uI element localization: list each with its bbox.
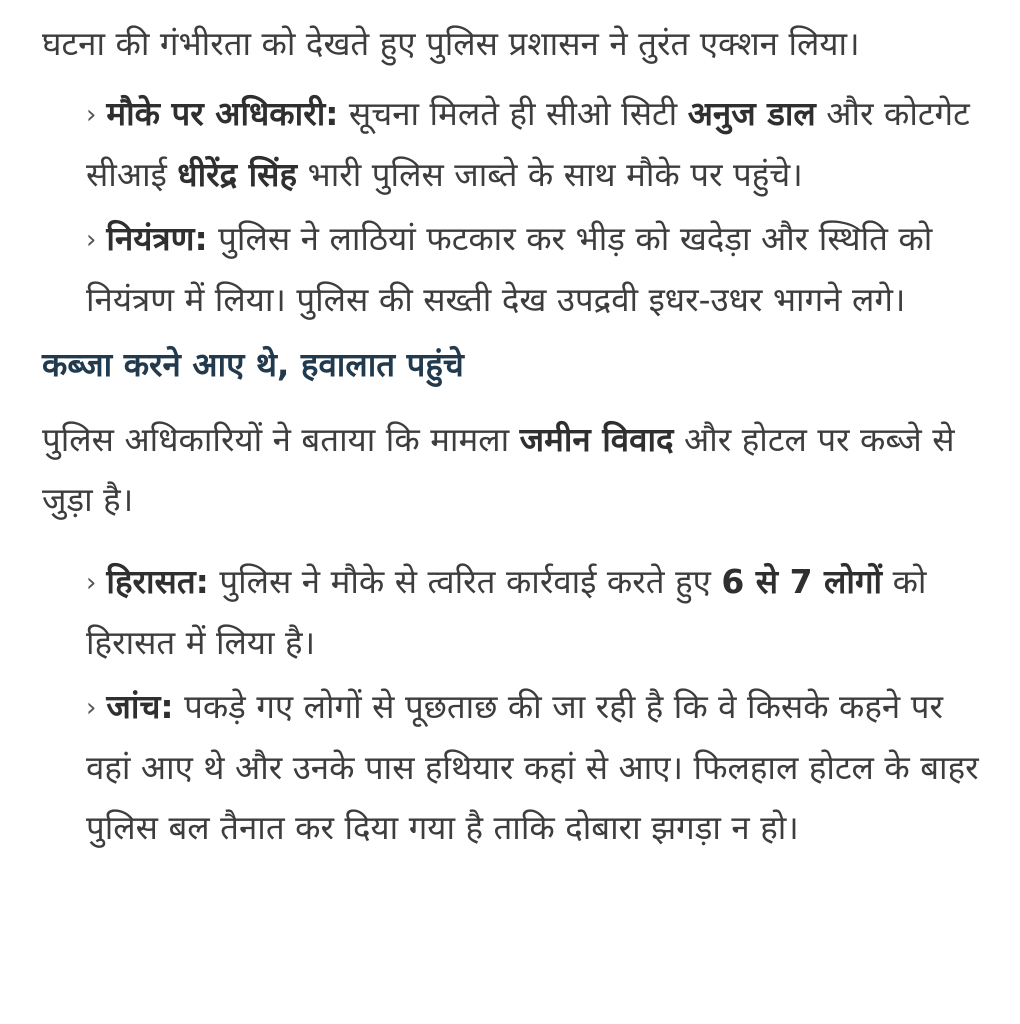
bullet-list-action bbox=[42, 552, 992, 858]
bullet-text: पुलिस ने लाठियां फटकार कर भीड़ को खदेड़ा और स्थिति को नियंत्रण में लिया। पुलिस की सख्ती देख उपद्रवी इधर-उधर भागने लगे। bbox=[86, 219, 933, 319]
paragraph-text: और होटल पर कब्जे से जुड़ा है। bbox=[42, 420, 955, 519]
list-item-officials bbox=[86, 84, 992, 205]
list-item-custody bbox=[86, 552, 992, 673]
emphasis-text: जमीन विवाद bbox=[519, 420, 674, 459]
intro-text: घटना की गंभीरता को देखते हुए पुलिस प्रशासन ने तुरंत एक्शन लिया। bbox=[42, 24, 860, 63]
bullet-label: नियंत्रण: bbox=[106, 219, 208, 258]
officer-name: अनुज डाल bbox=[687, 94, 816, 133]
bullet-text: और कोटगेट सीआई bbox=[86, 94, 970, 194]
emphasis-text: 6 से 7 लोगों bbox=[721, 562, 883, 601]
bullet-label: जांच: bbox=[106, 687, 174, 726]
chevron-right-icon: › bbox=[86, 100, 97, 130]
article-body bbox=[42, 14, 992, 858]
bullet-label: मौके पर अधिकारी: bbox=[106, 94, 339, 133]
bullet-text: को हिरासत में लिया है। bbox=[86, 562, 927, 662]
chevron-right-icon: › bbox=[86, 225, 97, 255]
bullet-text: पकड़े गए लोगों से पूछताछ की जा रही है कि वे किसके कहने पर वहां आए थे और उनके पास हथियार कहां से आए। फिलहाल होटल के बाहर पुलिस बल तैनात कर दिया गया है ताकि दोबारा झगड़ा न हो। bbox=[86, 687, 979, 847]
paragraph-text: पुलिस अधिकारियों ने बताया कि मामला bbox=[42, 420, 520, 459]
chevron-right-icon: › bbox=[86, 693, 97, 723]
bullet-list-response bbox=[42, 84, 992, 330]
bullet-text: सूचना मिलते ही सीओ सिटी bbox=[338, 94, 688, 133]
chevron-right-icon: › bbox=[86, 568, 97, 598]
list-item-investigation bbox=[86, 677, 992, 858]
bullet-label: हिरासत: bbox=[106, 562, 209, 601]
dispute-paragraph bbox=[42, 410, 992, 530]
bullet-text: भारी पुलिस जाब्ते के साथ मौके पर पहुंचे। bbox=[297, 155, 803, 194]
intro-paragraph bbox=[42, 14, 992, 74]
bullet-text: पुलिस ने मौके से त्वरित कार्रवाई करते हुए bbox=[208, 562, 722, 601]
officer-name: धीरेंद्र सिंह bbox=[177, 155, 298, 194]
section-heading: कब्जा करने आए थे, हवालात पहुंचे bbox=[42, 345, 464, 384]
list-item-control bbox=[86, 209, 992, 330]
